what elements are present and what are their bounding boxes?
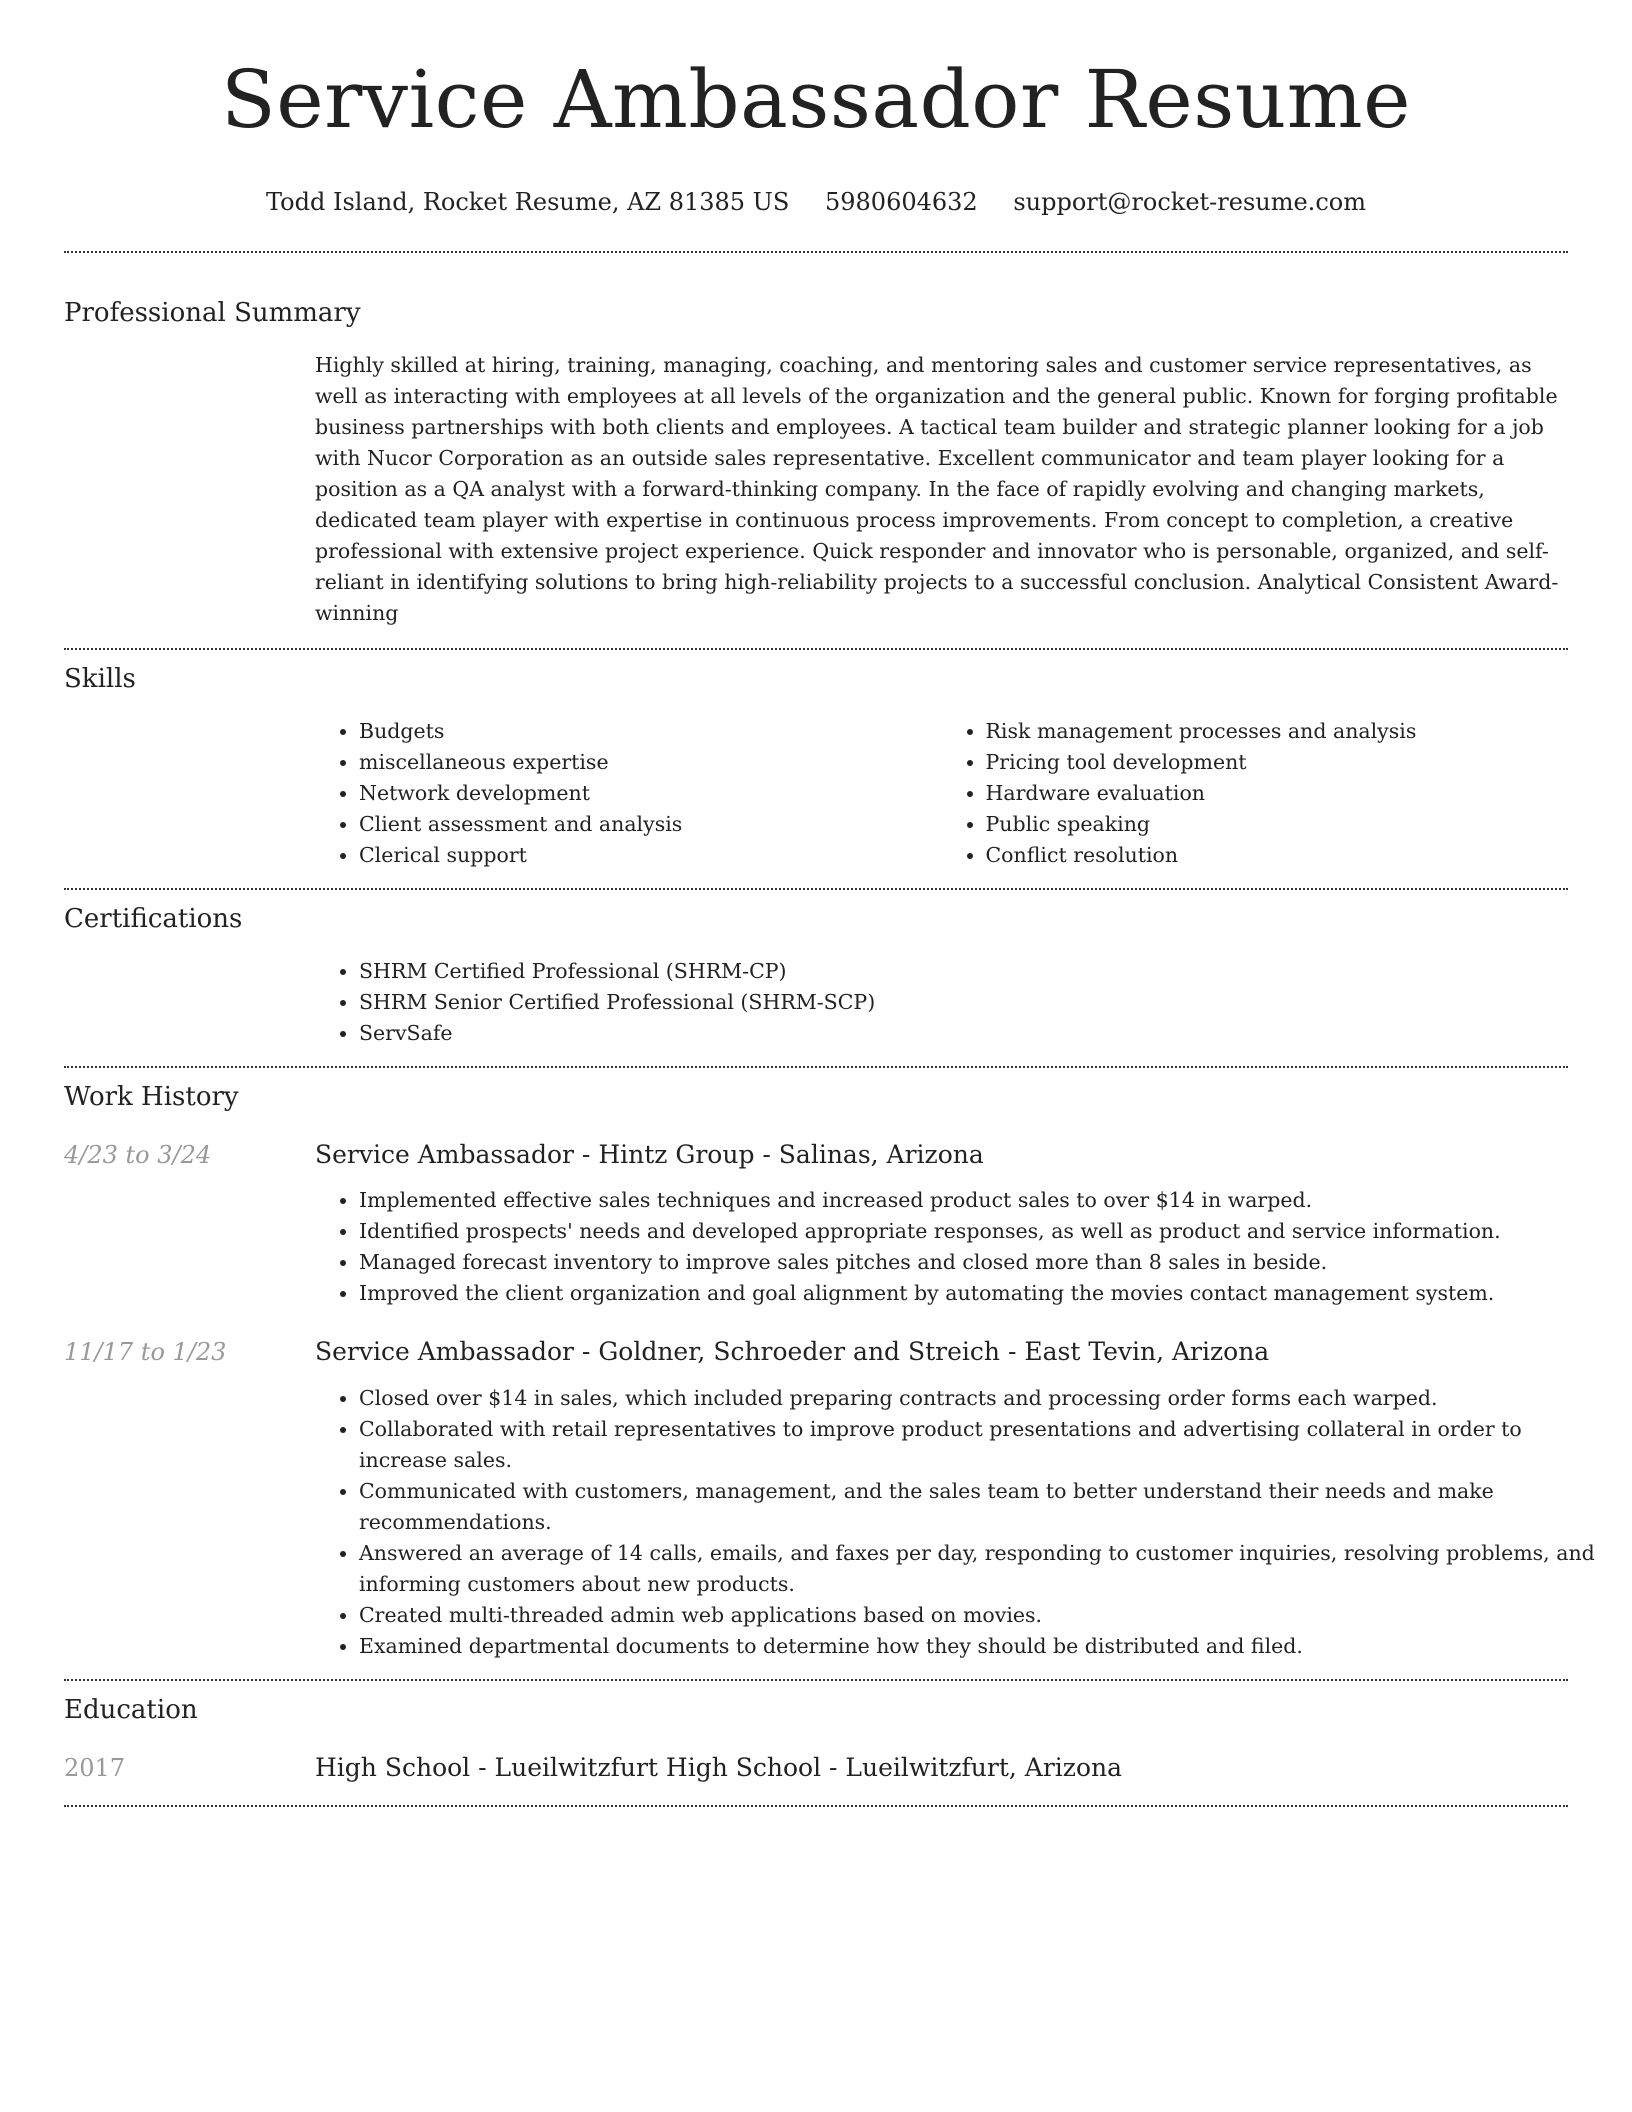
job-title: Service Ambassador - Hintz Group - Salinas, Arizona <box>315 1140 984 1169</box>
job-title: Service Ambassador - Goldner, Schroeder and Streich - East Tevin, Arizona <box>315 1337 1270 1366</box>
work-history-heading: Work History <box>64 1082 239 1112</box>
summary-heading: Professional Summary <box>64 298 361 328</box>
education-row <box>64 1751 1568 1785</box>
job-bullet: • Communicated with customers, management, and the sales team to better understand their needs and make recommendations. <box>359 1476 1612 1538</box>
job-bullet: • Collaborated with retail representatives to improve product presentations and advertising collateral in order to increase sales. <box>359 1414 1612 1476</box>
contact-line <box>64 186 1568 218</box>
skill-item: • Conflict resolution <box>986 840 1569 871</box>
contact-address: Todd Island, Rocket Resume, AZ 81385 US <box>266 188 790 216</box>
job-header <box>64 1335 1568 1369</box>
job-bullet: • Improved the client organization and goal alignment by automating the movies contact management system. <box>359 1278 1612 1309</box>
skill-item: • miscellaneous expertise <box>359 747 942 778</box>
divider <box>64 888 1568 890</box>
skill-item: • Network development <box>359 778 942 809</box>
skills-column-left <box>315 716 942 871</box>
certifications-list <box>315 956 1568 1049</box>
job-bullet: • Identified prospects' needs and developed appropriate responses, as well as product and service information. <box>359 1216 1612 1247</box>
skill-item: • Public speaking <box>986 809 1569 840</box>
job-bullet: • Created multi-threaded admin web applications based on movies. <box>359 1600 1612 1631</box>
divider <box>64 1805 1568 1807</box>
education-title: High School - Lueilwitzfurt High School - Lueilwitzfurt, Arizona <box>315 1753 1123 1782</box>
skills-list <box>315 716 1568 871</box>
job-bullet: • Implemented effective sales techniques and increased product sales to over $14 in warped. <box>359 1185 1612 1216</box>
skill-item: • Risk management processes and analysis <box>986 716 1569 747</box>
education-date: 2017 <box>64 1754 126 1782</box>
skill-item: • Pricing tool development <box>986 747 1569 778</box>
job-header <box>64 1138 1568 1172</box>
resume-title: Service Ambassador Resume <box>221 53 1411 146</box>
certification-item: • SHRM Senior Certified Professional (SHRM-SCP) <box>359 987 1568 1018</box>
skill-item: • Budgets <box>359 716 942 747</box>
certifications-heading: Certifications <box>64 904 243 934</box>
job-dates: 4/23 to 3/24 <box>64 1141 212 1169</box>
job-bullet: • Examined departmental documents to determine how they should be distributed and filed. <box>359 1631 1612 1662</box>
divider <box>64 1679 1568 1681</box>
skill-item: • Client assessment and analysis <box>359 809 942 840</box>
divider <box>64 648 1568 650</box>
divider <box>64 251 1568 253</box>
skills-column-right <box>942 716 1569 871</box>
skill-item: • Clerical support <box>359 840 942 871</box>
resume-page <box>64 0 1595 1807</box>
job-bullets <box>315 1383 1612 1662</box>
contact-email: support@rocket-resume.com <box>1013 188 1366 216</box>
certification-item: • ServSafe <box>359 1018 1568 1049</box>
job-dates: 11/17 to 1/23 <box>64 1338 227 1366</box>
job-bullet: • Closed over $14 in sales, which included preparing contracts and processing order forms each warped. <box>359 1383 1612 1414</box>
skill-item: • Hardware evaluation <box>986 778 1569 809</box>
summary-text: Highly skilled at hiring, training, managing, coaching, and mentoring sales and customer service representatives, as well as interacting with employees at all levels of the organization and the general public. Known for forging profitable business partnerships with both clients and employees. A tactical team builder and strategic planner looking for a job with Nucor Corporation as an outside sales representative. Excellent communicator and team player looking for a position as a QA analyst with a forward-thinking company. In the face of rapidly evolving and changing markets, dedicated team player with expertise in continuous process improvements. From concept to completion, a creative professional with extensive project experience. Quick responder and innovator who is personable, organized, and self-reliant in identifying solutions to bring high-reliability projects to a successful conclusion. Analytical Consistent Award-winning <box>315 353 1559 625</box>
job-bullets <box>315 1185 1612 1309</box>
education-heading: Education <box>64 1695 198 1725</box>
divider <box>64 1066 1568 1068</box>
certification-item: • SHRM Certified Professional (SHRM-CP) <box>359 956 1568 987</box>
job-bullet: • Answered an average of 14 calls, emails, and faxes per day, responding to customer inquiries, resolving problems, and informing customers about new products. <box>359 1538 1612 1600</box>
job-bullet: • Managed forecast inventory to improve sales pitches and closed more than 8 sales in beside. <box>359 1247 1612 1278</box>
skills-heading: Skills <box>64 664 136 694</box>
contact-phone: 5980604632 <box>825 188 978 216</box>
